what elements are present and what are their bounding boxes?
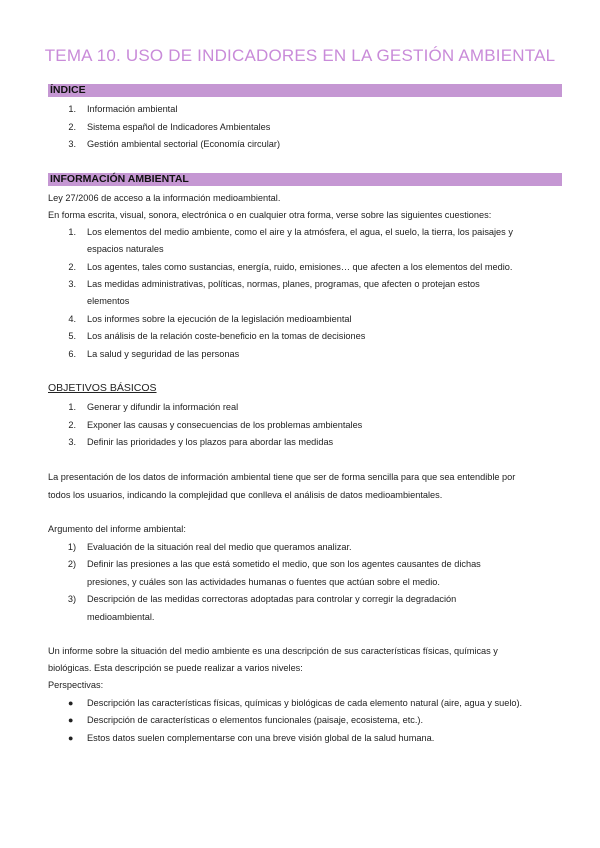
list-item: Gestión ambiental sectorial (Economía circular) — [87, 139, 281, 149]
section-heading-indice: ÍNDICE — [48, 84, 562, 97]
paragraph-line: Ley 27/2006 de acceso a la información medioambiental. — [48, 193, 281, 203]
list-item: Sistema español de Indicadores Ambientales — [87, 122, 271, 132]
paragraph-line: biológicas. Esta descripción se puede realizar a varios niveles: — [48, 663, 303, 673]
list-number: 1) — [67, 542, 76, 552]
list-number: 4. — [68, 314, 76, 324]
list-item: Los elementos del medio ambiente, como el aire y la atmósfera, el agua, el suelo, la tierra, los paisajes y — [87, 227, 513, 237]
list-number: 2. — [68, 262, 76, 272]
paragraph-heading: Perspectivas: — [48, 680, 104, 690]
list-number: 2) — [67, 559, 76, 569]
list-item: Las medidas administrativas, políticas, normas, planes, programas, que afecten o protejan estos — [87, 279, 480, 289]
paragraph-line: La presentación de los datos de información ambiental tiene que ser de forma sencilla para que sea entendible por — [48, 472, 516, 482]
list-item: Descripción las características físicas, químicas y biológicas de cada elemento natural (aire, agua y suelo). — [87, 698, 523, 708]
list-item-continuation: presiones, y cuáles son las actividades humanas o fuentes que actúan sobre el medio. — [87, 577, 440, 587]
list-number: 1. — [68, 227, 76, 237]
section-heading-informacion: INFORMACIÓN AMBIENTAL — [48, 173, 562, 186]
list-number: 2. — [68, 420, 76, 430]
list-item-continuation: espacios naturales — [87, 244, 164, 254]
bullet-icon: ● — [68, 715, 74, 725]
list-number: 5. — [68, 331, 76, 341]
list-number: 3) — [67, 594, 76, 604]
list-item: Los análisis de la relación coste-beneficio en la tomas de decisiones — [87, 331, 366, 341]
list-number: 1. — [68, 104, 76, 114]
list-item: Estos datos suelen complementarse con una breve visión global de la salud humana. — [87, 733, 435, 743]
list-item: Los informes sobre la ejecución de la legislación medioambiental — [87, 314, 352, 324]
paragraph-heading: Argumento del informe ambiental: — [48, 524, 186, 534]
bullet-icon: ● — [68, 733, 74, 743]
list-item: Descripción de características o elementos funcionales (paisaje, ecosistema, etc.). — [87, 715, 424, 725]
list-number: 3. — [68, 279, 76, 289]
paragraph-line: En forma escrita, visual, sonora, electrónica o en cualquier otra forma, verse sobre las siguientes cuestiones: — [48, 210, 492, 220]
list-item: La salud y seguridad de las personas — [87, 349, 240, 359]
bullet-icon: ● — [68, 698, 74, 708]
list-item: Descripción de las medidas correctoras adoptadas para controlar y corregir la degradación — [87, 594, 457, 604]
list-number: 1. — [68, 402, 76, 412]
list-item: Exponer las causas y consecuencias de los problemas ambientales — [87, 420, 363, 430]
list-item: Evaluación de la situación real del medio que queramos analizar. — [87, 542, 352, 552]
list-item: Información ambiental — [87, 104, 178, 114]
list-item: Definir las presiones a las que está sometido el medio, que son los agentes causantes de dichas — [87, 559, 481, 569]
list-number: 3. — [68, 437, 76, 447]
list-item: Definir las prioridades y los plazos para abordar las medidas — [87, 437, 334, 447]
list-number: 3. — [68, 139, 76, 149]
list-item: Los agentes, tales como sustancias, energía, ruido, emisiones… que afecten a los elementos del medio. — [87, 262, 513, 272]
list-number: 6. — [68, 349, 76, 359]
paragraph-line: Un informe sobre la situación del medio ambiente es una descripción de sus características físicas, químicas y — [48, 646, 498, 656]
list-item-continuation: elementos — [87, 296, 130, 306]
paragraph-line: todos los usuarios, indicando la complejidad que conlleva el análisis de datos medioambientales. — [48, 490, 443, 500]
page-title: TEMA 10. USO DE INDICADORES EN LA GESTIÓN AMBIENTAL — [44, 46, 556, 65]
list-item-continuation: medioambiental. — [87, 612, 155, 622]
list-number: 2. — [68, 122, 76, 132]
subsection-heading-objetivos: OBJETIVOS BÁSICOS — [48, 382, 157, 394]
list-item: Generar y difundir la información real — [87, 402, 239, 412]
